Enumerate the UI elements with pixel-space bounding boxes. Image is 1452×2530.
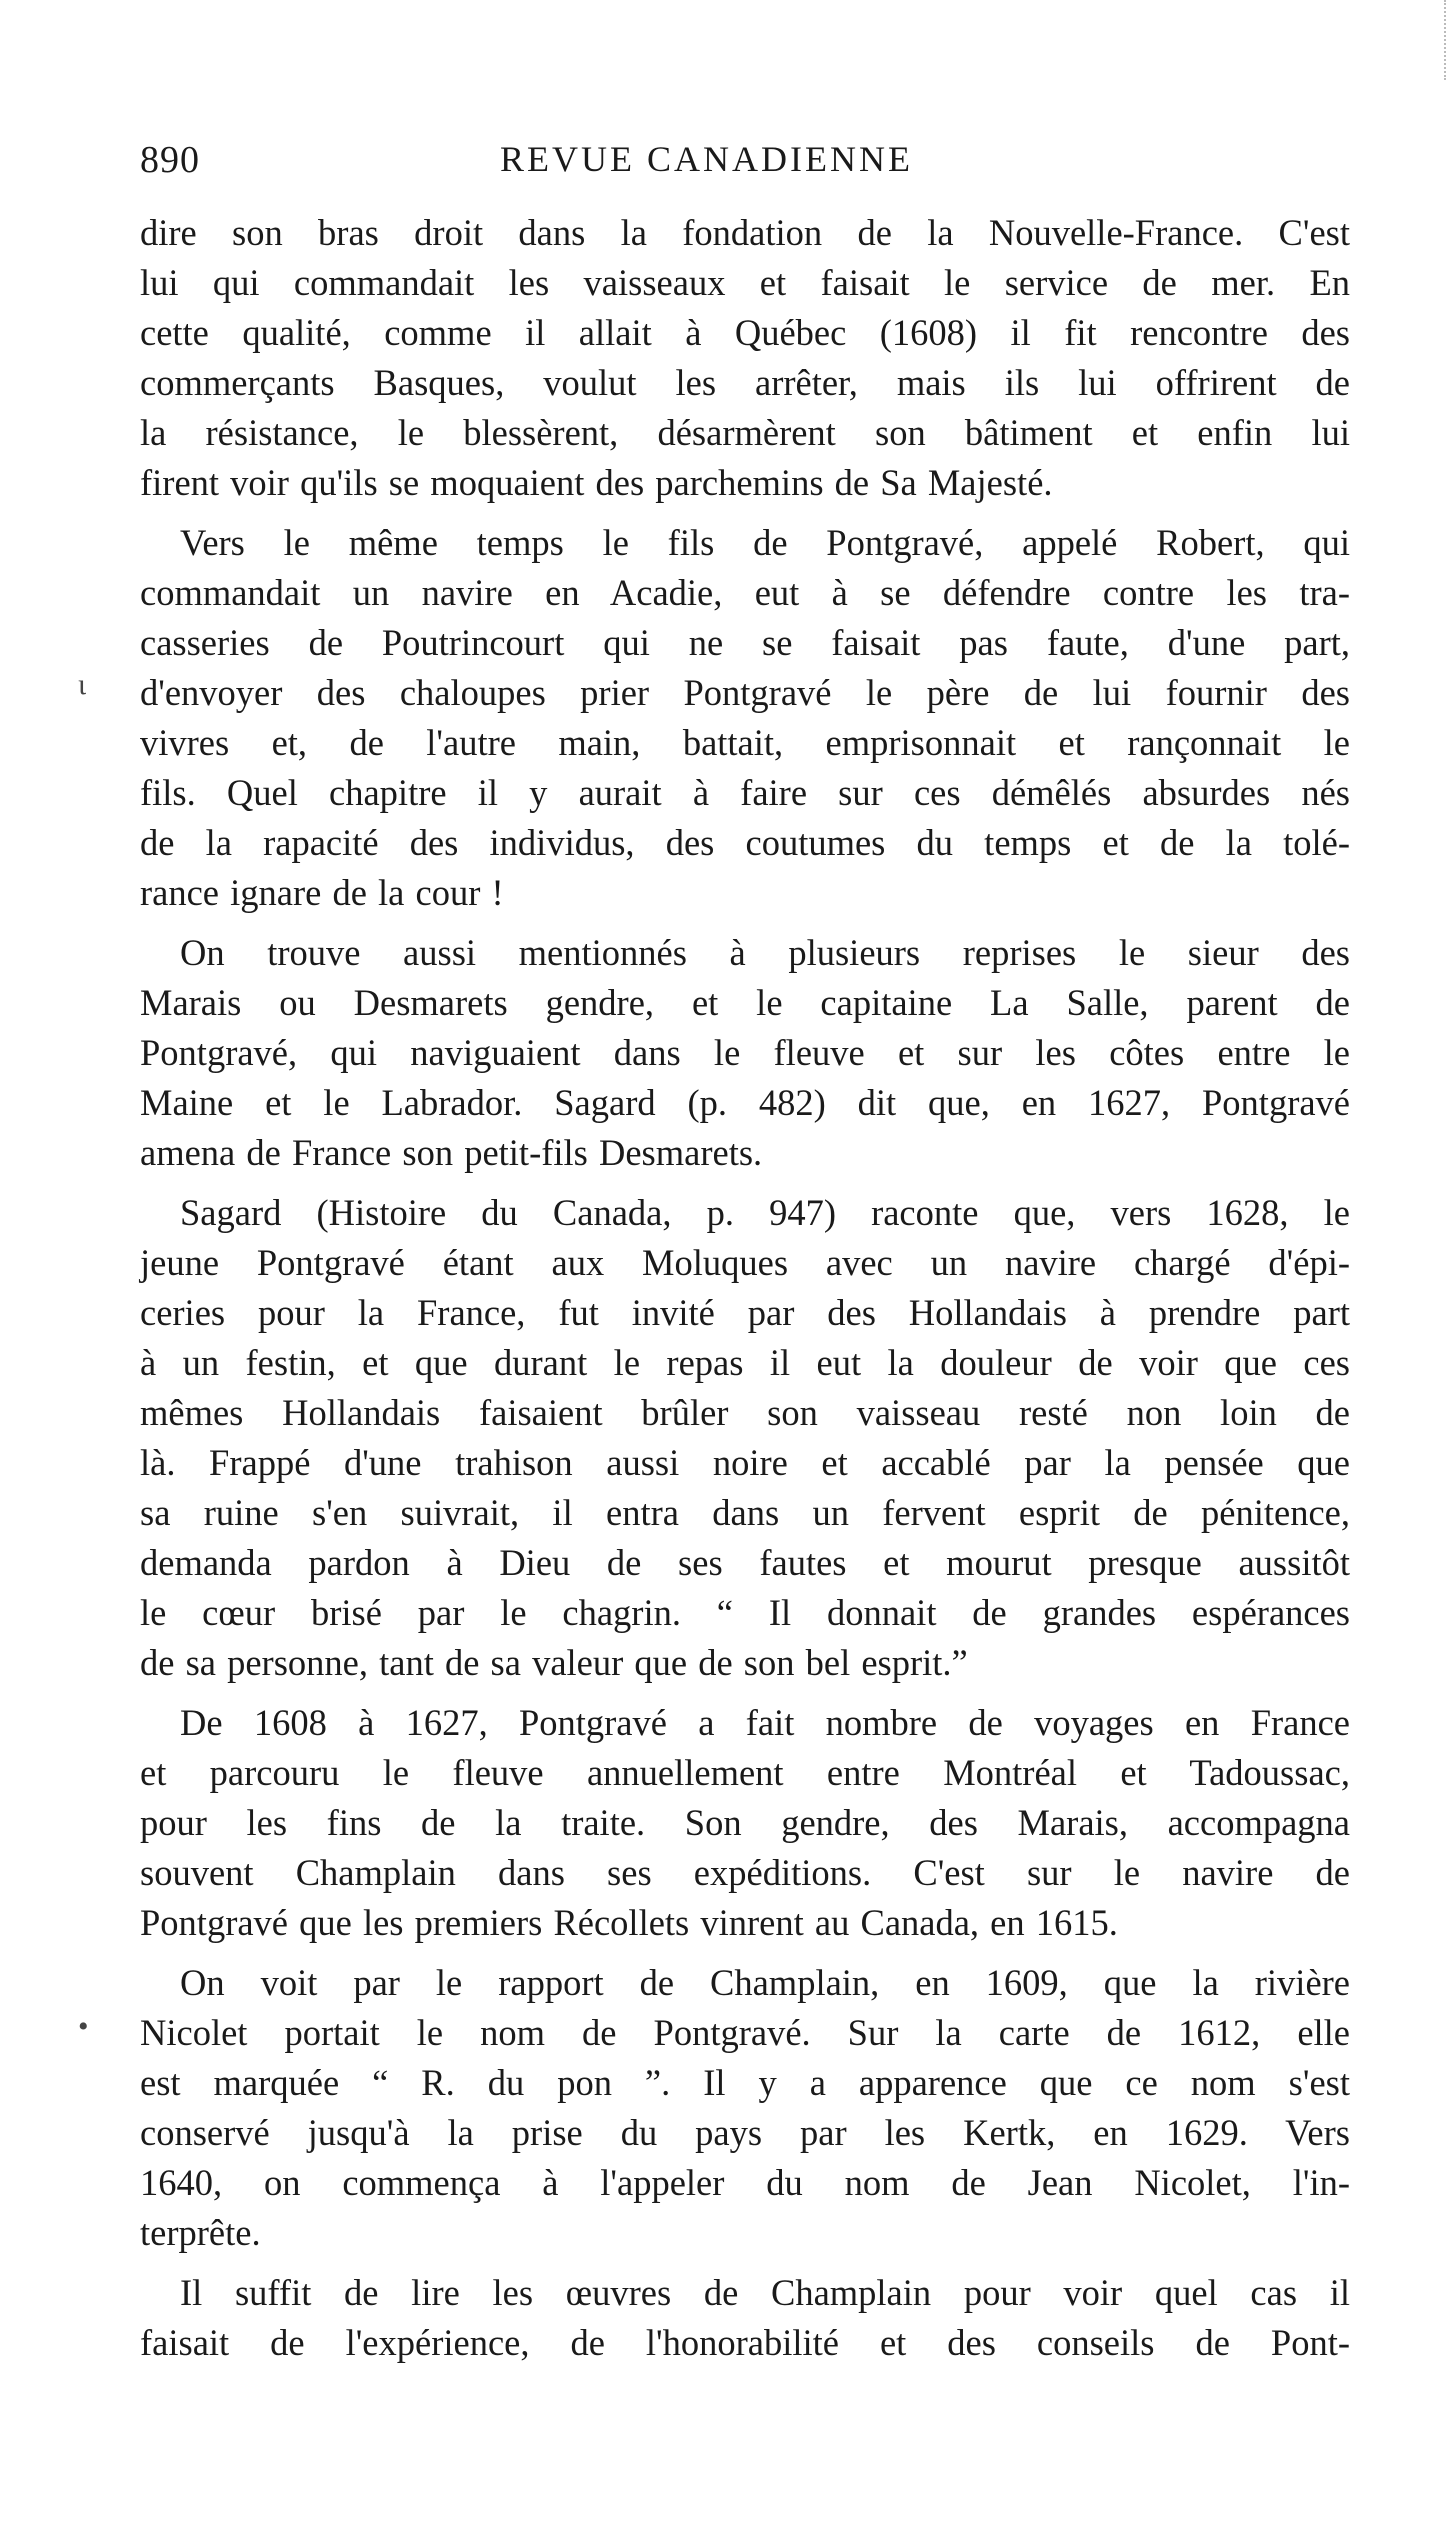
text-line: amena de France son petit-fils Desmarets.: [140, 1132, 763, 1173]
text-line: à un festin, et que durant le repas il eut la douleur de voir que ces: [140, 1342, 1350, 1383]
text-line: rance ignare de la cour !: [140, 872, 504, 913]
text-line: lui qui commandait les vaisseaux et faisait le service de mer. En: [140, 262, 1350, 303]
margin-mark: ι: [78, 668, 87, 701]
scan-edge-dots: [1440, 0, 1446, 80]
text-line: Pontgravé que les premiers Récollets vinrent au Canada, en 1615.: [140, 1902, 1118, 1943]
text-line: commandait un navire en Acadie, eut à se défendre contre les tra-: [140, 572, 1350, 613]
text-line: souvent Champlain dans ses expéditions. C'est sur le navire de: [140, 1852, 1350, 1893]
text-line: le cœur brisé par le chagrin. “ Il donnait de grandes espérances: [140, 1592, 1350, 1633]
text-line: vivres et, de l'autre main, battait, emprisonnait et rançonnait le: [140, 722, 1350, 763]
text-line: casseries de Poutrincourt qui ne se faisait pas faute, d'une part,: [140, 622, 1350, 663]
text-line: commerçants Basques, voulut les arrêter, mais ils lui offrirent de: [140, 362, 1350, 403]
running-title: REVUE CANADIENNE: [500, 139, 913, 179]
paragraph-3: [140, 928, 1350, 1178]
page-number: 890: [140, 139, 200, 181]
text-line: jeune Pontgravé étant aux Moluques avec un navire chargé d'épi-: [140, 1242, 1350, 1283]
text-line: On voit par le rapport de Champlain, en 1609, que la rivière: [180, 1962, 1350, 2003]
text-line: Il suffit de lire les œuvres de Champlain pour voir quel cas il: [180, 2272, 1350, 2313]
page-header: [140, 138, 1350, 188]
text-line: faisait de l'expérience, de l'honorabilité et des conseils de Pont-: [140, 2322, 1350, 2363]
text-line: là. Frappé d'une trahison aussi noire et accablé par la pensée que: [140, 1442, 1350, 1483]
text-line: firent voir qu'ils se moquaient des parchemins de Sa Majesté.: [140, 462, 1053, 503]
text-line: On trouve aussi mentionnés à plusieurs reprises le sieur des: [180, 932, 1350, 973]
text-line: demanda pardon à Dieu de ses fautes et mourut presque aussitôt: [140, 1542, 1350, 1583]
text-line: conservé jusqu'à la prise du pays par les Kertk, en 1629. Vers: [140, 2112, 1350, 2153]
text-line: Maine et le Labrador. Sagard (p. 482) dit que, en 1627, Pontgravé: [140, 1082, 1350, 1123]
text-line: cette qualité, comme il allait à Québec (1608) il fit rencontre des: [140, 312, 1350, 353]
text-line: Sagard (Histoire du Canada, p. 947) raconte que, vers 1628, le: [180, 1192, 1350, 1233]
body-text: [140, 208, 1350, 2378]
text-line: Vers le même temps le fils de Pontgravé, appelé Robert, qui: [180, 522, 1350, 563]
text-line: de la rapacité des individus, des coutumes du temps et de la tolé-: [140, 822, 1350, 863]
text-line: et parcouru le fleuve annuellement entre Montréal et Tadoussac,: [140, 1752, 1350, 1793]
text-line: Pontgravé, qui naviguaient dans le fleuve et sur les côtes entre le: [140, 1032, 1350, 1073]
text-line: terprête.: [140, 2212, 261, 2253]
text-line: d'envoyer des chaloupes prier Pontgravé le père de lui fournir des: [140, 672, 1350, 713]
paragraph-4: [140, 1188, 1350, 1688]
text-line: Marais ou Desmarets gendre, et le capitaine La Salle, parent de: [140, 982, 1350, 1023]
paragraph-5: [140, 1698, 1350, 1948]
text-line: de sa personne, tant de sa valeur que de son bel esprit.”: [140, 1642, 968, 1683]
text-line: dire son bras droit dans la fondation de la Nouvelle-France. C'est: [140, 212, 1350, 253]
text-line: la résistance, le blessèrent, désarmèrent son bâtiment et enfin lui: [140, 412, 1350, 453]
paragraph-1: [140, 208, 1350, 508]
margin-mark: •: [78, 2010, 89, 2043]
text-line: sa ruine s'en suivrait, il entra dans un fervent esprit de pénitence,: [140, 1492, 1350, 1533]
paragraph-6: [140, 1958, 1350, 2258]
text-line: 1640, on commença à l'appeler du nom de Jean Nicolet, l'in-: [140, 2162, 1350, 2203]
text-line: fils. Quel chapitre il y aurait à faire sur ces démêlés absurdes nés: [140, 772, 1350, 813]
text-line: est marquée “ R. du pon ”. Il y a apparence que ce nom s'est: [140, 2062, 1350, 2103]
text-line: pour les fins de la traite. Son gendre, des Marais, accompagna: [140, 1802, 1350, 1843]
text-line: mêmes Hollandais faisaient brûler son vaisseau resté non loin de: [140, 1392, 1350, 1433]
text-line: De 1608 à 1627, Pontgravé a fait nombre de voyages en France: [180, 1702, 1350, 1743]
text-line: Nicolet portait le nom de Pontgravé. Sur la carte de 1612, elle: [140, 2012, 1350, 2053]
paragraph-7: [140, 2268, 1350, 2368]
text-line: ceries pour la France, fut invité par des Hollandais à prendre part: [140, 1292, 1350, 1333]
paragraph-2: [140, 518, 1350, 918]
